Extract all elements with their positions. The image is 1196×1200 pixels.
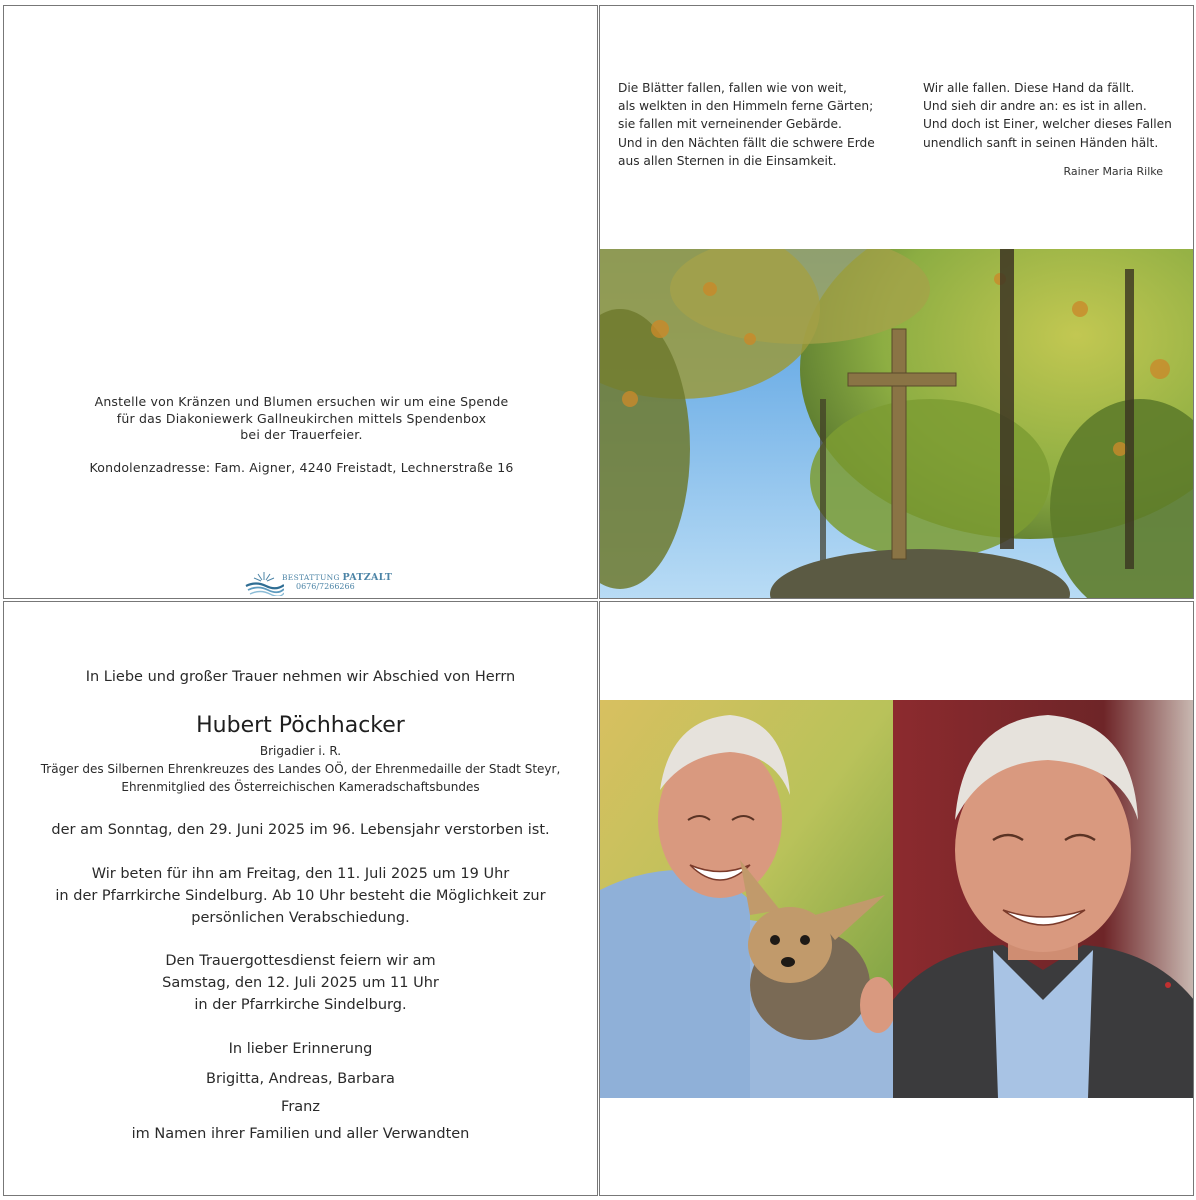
family-signature	[3, 1066, 598, 1149]
service-line: in der Pfarrkirche Sindelburg.	[194, 997, 407, 1013]
title-line: Brigadier i. R.	[259, 744, 342, 758]
logo-name: PATZALT	[342, 572, 393, 583]
title-line: Träger des Silbernen Ehrenkreuzes des Landes OÖ, der Ehrenmedaille der Stadt Steyr,	[40, 762, 561, 776]
deceased-name: Hubert Pöchhacker	[196, 713, 405, 738]
portrait-with-dog-photo	[600, 700, 893, 1098]
poem-line: Die Blätter fallen, fallen wie von weit,	[618, 81, 847, 95]
prayer-line: persönlichen Verabschiedung.	[191, 910, 410, 926]
funeral-home-logo-icon	[244, 568, 284, 596]
prayer-line: in der Pfarrkirche Sindelburg. Ab 10 Uhr besteht die Möglichkeit zur	[55, 888, 546, 904]
poem-line: aus allen Sternen in die Einsamkeit.	[618, 153, 837, 168]
donation-line: Anstelle von Kränzen und Blumen ersuchen wir um eine Spende	[94, 394, 509, 409]
poem-line: Und doch ist Einer, welcher dieses Fallen	[923, 117, 1172, 132]
donation-line: für das Diakoniewerk Gallneukirchen mittels Spendenbox	[116, 410, 487, 426]
poem-line: als welkten in den Himmeln ferne Gärten;	[618, 99, 874, 114]
poem-line: Und in den Nächten fällt die schwere Erde	[618, 135, 875, 150]
poem-line: sie fallen mit verneinender Gebärde.	[618, 117, 842, 132]
family-line: Brigitta, Andreas, Barbara	[206, 1071, 395, 1087]
donation-note	[4, 394, 598, 476]
donation-panel	[3, 5, 598, 599]
poem-panel	[599, 5, 1194, 599]
poem-line: unendlich sanft in seinen Händen hält.	[923, 135, 1159, 150]
prayer-line: Wir beten für ihn am Freitag, den 11. Juli 2025 um 19 Uhr	[91, 866, 510, 882]
donation-line: bei der Trauerfeier.	[240, 427, 363, 442]
condolence-address: Kondolenzadresse: Fam. Aigner, 4240 Freistadt, Lechnerstraße 16	[89, 459, 514, 475]
service-info	[3, 950, 598, 1016]
logo-prefix: BESTATTUNG	[282, 573, 340, 582]
funeral-home-logo	[244, 568, 393, 596]
poem-stanza-right	[923, 79, 1172, 152]
poem-author: Rainer Maria Rilke	[1063, 165, 1163, 178]
poem-stanza-left	[618, 79, 875, 170]
family-line: Franz	[281, 1098, 320, 1115]
poem-line: Wir alle fallen. Diese Hand da fällt.	[923, 81, 1135, 95]
service-line: Samstag, den 12. Juli 2025 um 11 Uhr	[162, 975, 439, 991]
prayer-info	[3, 863, 598, 929]
family-line: im Namen ihrer Familien und aller Verwandten	[131, 1126, 470, 1142]
poem-line: Und sieh dir andre an: es ist in allen.	[923, 99, 1147, 114]
obituary-intro: In Liebe und großer Trauer nehmen wir Abschied von Herrn	[85, 669, 516, 685]
title-line: Ehrenmitglied des Österreichischen Kameradschaftsbundes	[121, 780, 480, 794]
memory-heading: In lieber Erinnerung	[228, 1041, 373, 1057]
portrait-panel	[599, 601, 1194, 1196]
logo-phone: 0676/7266266	[296, 582, 355, 591]
forest-cross-photo	[600, 249, 1194, 599]
portrait-smiling-photo	[893, 700, 1194, 1098]
death-notice: der am Sonntag, den 29. Juni 2025 im 96. Lebensjahr verstorben ist.	[51, 822, 550, 838]
deceased-titles	[3, 742, 598, 796]
service-line: Den Trauergottesdienst feiern wir am	[165, 953, 436, 969]
